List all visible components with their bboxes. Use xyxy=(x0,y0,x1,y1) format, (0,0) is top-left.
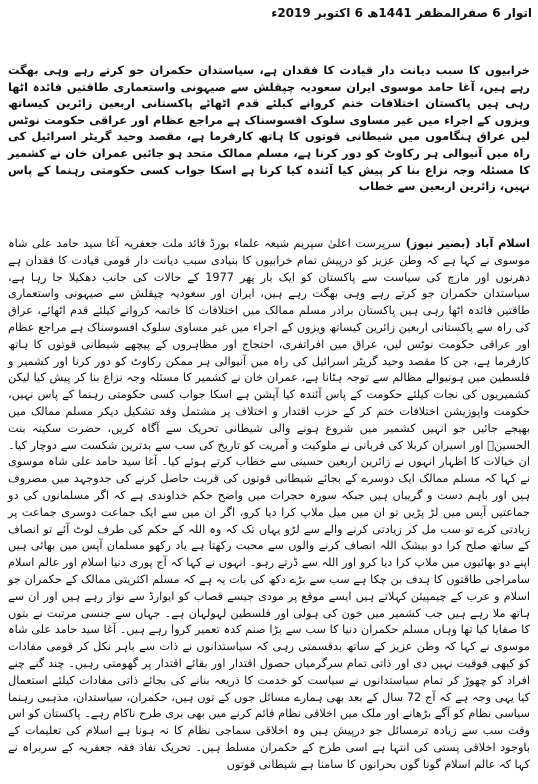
dateline: اتوار 6 صفرالمظفر 1441ھ 6 اکتوبر 2019ء xyxy=(271,6,532,20)
story-body xyxy=(8,236,530,774)
story-text: سرپرست اعلیٰ سپریم شیعہ علماء بورڈ قائد ملت جعفریہ آغا سید حامد علی شاہ موسوی نے کہا ہے کہ وطن عزیز کو درپیش تمام خرابیوں کا بنیادی سبب دیانت دار قومی قیادت کا فقدان ہے دھرنوں اور مارچ کی سیاست سے پاکستان کو ایک بار پھر 1977 کے حالات کی جانب دھکیلا جا رہا ہے، سیاستدان حکمران جو کرتے رہے وہی بھگت رہے ہیں، ایران اور سعودیہ چپقلش سے صیہونی واستعماری طاقتیں فائدہ اٹھا رہی ہیں پاکستان برادر مسلم ممالک میں اختلافات کا خاتمہ کروانے کیلئے قدم اٹھائے، عراق کی راہ سے پاکستانی اربعین زائرین کیساتھ ویزوں کے اجراء میں غیر مساوی سلوک افسوسناک ہے مراجع عظام اور عراقی حکومت نوٹس لیں، عراق میں افراتفری، احتجاج اور مظاہروں کے پیچھے شیطانی قوتوں کا ہاتھ کارفرما ہے، جن کا مقصد وحید گریٹر اسرائیل کی راہ میں آنیوالی ہر ممکن رکاوٹ کو دور کرنا اور کشمیر و فلسطین میں ہونیوالے مظالم سے توجہ ہٹانا ہے، عمران خان نے کشمیر کا مسئلہ وجہ نزاع بنا کر پیش کیا لیکن کشمیریوں کی نجات کیلئے حکومت کے پاس آئندہ کیا آپشن ہے اسکا جواب کسی حکومتی رہنما کے پاس نہیں، حکومت واپوزیشن اختلافات ختم کر کے حزب اقتدار و اختلاف پر مشتمل وفد تشکیل دیکر مسلم ممالک میں بھیجے جائیں جو انہیں کشمیر میں شروع ہونے والی شیطانی تحریک سے آگاہ کریں، حضرت سکینہ بنت الحسینؑ اور اسیران کربلا کی قربانی نے ملوکیت و آمریت کو تاریخ کی سب سے بدترین شکست سے دوچار کیا۔ ان خیالات کا اظہار انہوں نے زائرین اربعین حسینی سے خطاب کرتے ہوئے کیا۔ آغا سید حامد علی شاہ موسوی نے کہا کہ مسلم ممالک ایک دوسرے کے بجائے شیطانی قوتوں کی قربت حاصل کرنے کی جدوجہد میں مصروف ہیں اور باہم دست و گریباں ہیں جبکہ سورہ حجرات میں واضح حکم خداوندی ہے کہ اگر مسلمانوں کی دو جماعتیں آپس میں لڑ پڑیں تو ان میں میل ملاپ کرا دیا کرو، اگر ان میں سے ایک جماعت دوسری جماعت پر زیادتی کرے تو سب مل کر زیادتی کرنے والے سے لڑو یہاں تک کہ وہ اللہ کے حکم کی طرف لوٹ آئے تو انصاف کے ساتھ صلح کرا دو بیشک اللہ انصاف کرنے والوں سے محبت رکھتا ہے یاد رکھو مسلمان آپس میں بھائی ہیں اپنے دو بھائیوں میں ملاپ کرا دیا کرو اور اللہ سے ڈرتے رہو۔ انہوں نے کہا کہ آج پوری دنیا اسلام اور عالم اسلام سامراجی طاقتوں کا ہدف بن چکا ہے سب سے بڑے دکھ کی بات یہ ہے کہ مسلم اکثریتی ممالک کے حکمران جو اسلام و عرب کے چیمپیئن کہلاتے ہیں ایسے موقع پر مودی جیسے قصاب کو ایوارڈ سے نواز رہے ہیں اور ان سے ہاتھ ملا رہے ہیں جب کشمیر میں خون کی ہولی اور فلسطین لہولہان ہے۔ جہاں سے جنسی مرتبت نے بتوں کا صفایا کیا تھا وہاں مسلم حکمران دنیا کا سب سے بڑا صنم کدہ تعمیر کروا رہے ہیں۔ آغا سید حامد علی شاہ موسوی نے کہا کہ وطن عزیز کے ساتھ بدقسمتی رہی کہ سیاستدانوں نے ذات سے باہر نکل کر قومی مفادات کو کبھی فوقیت نہیں دی اور ذاتی تمام سرگرمیاں حصول اقتدار اور بقائے اقتدار پر گھومتی رہیں۔ چند گنے چنے افراد کو چھوڑ کر تمام سیاستدانوں نے سیاست کو خدمت کا ذریعہ بنانے کی بجائے ذاتی مفادات کیلئے استعمال کیا یہی وجہ ہے کہ آج 72 سال کے بعد بھی ہمارے مسائل جوں کے توں ہیں، حکمران، سیاستدان، مذہبی رہنما سیاسی نظام کو آگے بڑھانے اور ملک میں اخلاقی نظام قائم کرنے میں بھی بری طرح ناکام رہے۔ پاکستان کو اس وقت سب سے زیادہ ترمسائل جو درپیش ہیں وہ اخلاقی سماجی نظام کا نہ ہونا ہے اسلام کی تعلیمات کے باوجود اخلاقی پستی کی انتہا ہے اسی طرح کے حکمران مسلط ہیں۔ تحریک نفاذ فقہ جعفریہ کے سربراہ نے کہا کہ عالم اسلام گونا گوں بحرانوں کا سامنا ہے شیطانی قوتوں xyxy=(8,237,531,771)
story-dateline: اسلام آباد (بصیر نیوز) xyxy=(400,237,530,250)
headline: خرابیوں کا سبب دیانت دار قیادت کا فقدان ہے، سیاستدان حکمران جو کرتے رہے وہی بھگت رہے ہیں، آغا حامد موسوی ایران سعودیہ چپقلش سے صیہونی واستعماری طاقتیں فائدہ اٹھا رہی ہیں پاکستان اختلافات ختم کروانے کیلئے قدم اٹھائے پاکستانی اربعین زائرین کیساتھ ویزوں کے اجراء میں غیر مساوی سلوک افسوسناک ہے مراجع عظام اور عراقی حکومت نوٹس لیں عراق ہنگاموں میں شیطانی قوتوں کا ہاتھ کارفرما ہے، مقصد وحید گریٹر اسرائیل کی راہ میں آنیوالی ہر رکاوٹ کو دور کرنا ہے، مسلم ممالک متحد ہو جائیں عمران خان نے کشمیر کا مسئلہ وجہ نزاع بنا کر پیش کیا آئندہ کیا کرنا ہے اسکا جواب کسی حکومتی رہنما کے پاس نہیں، زائرین اربعین سے خطاب xyxy=(8,63,530,194)
